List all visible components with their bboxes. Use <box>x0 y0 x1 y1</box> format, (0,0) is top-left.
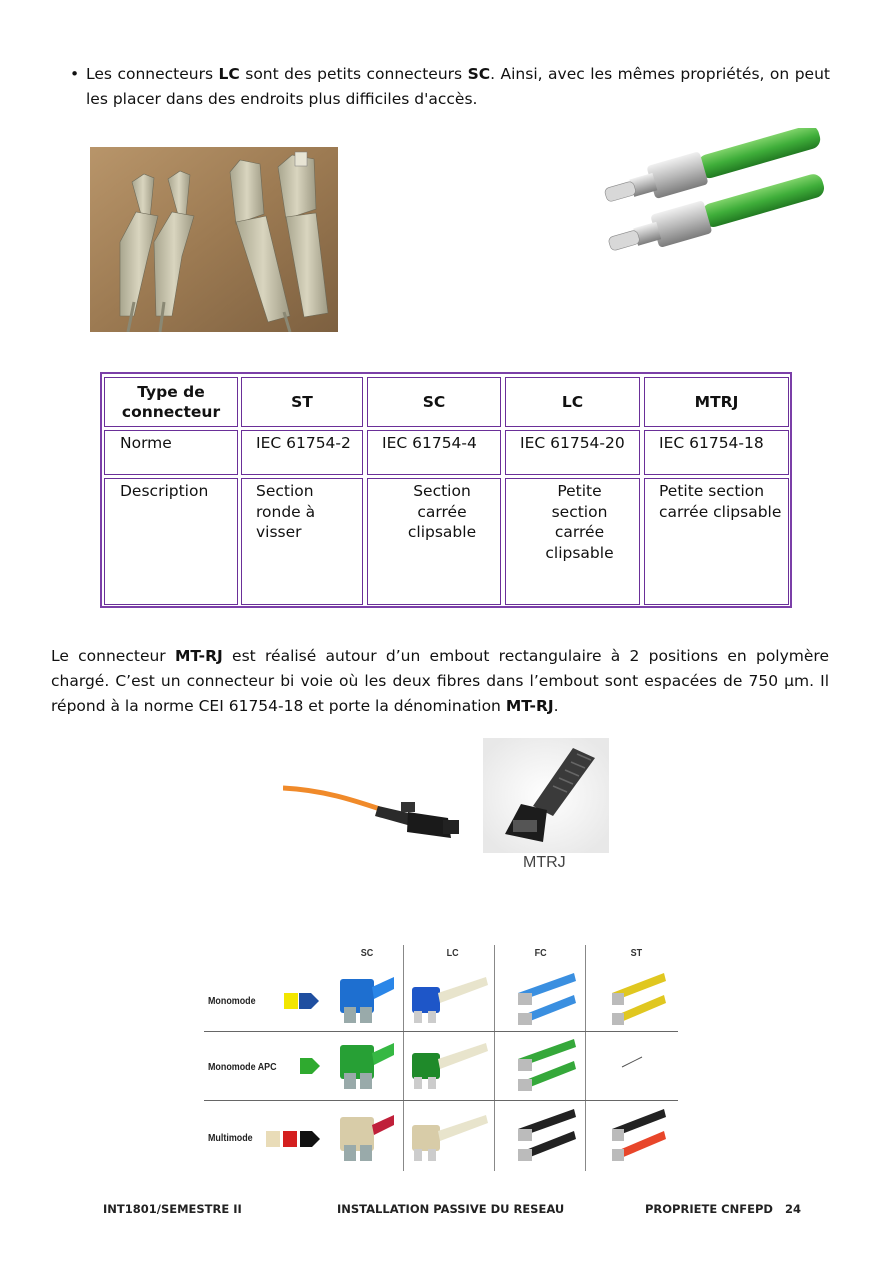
mtrj-connector-image <box>483 738 609 878</box>
grid-divider <box>403 945 404 1171</box>
sc-apc-connector <box>332 1039 398 1095</box>
grid-header-st: ST <box>630 948 643 959</box>
cell-description-label: Description <box>104 478 238 605</box>
sc-monomode-connector <box>332 973 398 1027</box>
monomode-color-key <box>284 990 324 1012</box>
lc-bullet-paragraph <box>70 62 830 112</box>
grid-header-lc: LC <box>446 948 459 959</box>
mtrj-cable-image <box>283 770 473 850</box>
footer-owner: PROPRIETE CNFEPD <box>645 1202 773 1216</box>
grid-row-divider <box>204 1031 678 1032</box>
cell-description-lc: Petite section carrée clipsable <box>505 478 640 605</box>
st-monomode-connector <box>608 971 668 1027</box>
header-st: ST <box>241 377 363 427</box>
cell-norme-label: Norme <box>104 430 238 475</box>
cell-norme-st: IEC 61754-2 <box>241 430 363 475</box>
grid-header-sc: SC <box>360 948 374 959</box>
mtrj-image-label: MTRJ <box>523 854 566 871</box>
cell-description-st: Section ronde à visser <box>241 478 363 605</box>
header-sc: SC <box>367 377 501 427</box>
grid-row-divider <box>204 1100 678 1101</box>
lc-sc-connectors-photo <box>90 147 338 332</box>
multimode-color-key <box>266 1128 324 1150</box>
header-mtrj: MTRJ <box>644 377 789 427</box>
header-type-connecteur: Type de connecteur <box>104 377 238 427</box>
bullet-symbol: • <box>70 65 80 83</box>
footer-course-title: INSTALLATION PASSIVE DU RESEAU <box>337 1202 565 1216</box>
cell-norme-mtrj: IEC 61754-18 <box>644 430 789 475</box>
lc-bullet-text: Les connecteurs LC sont des petits connecteurs SC. Ainsi, avec les mêmes propriétés, on peut les placer dans des endroits plus difficiles d'accès. <box>86 65 830 108</box>
grid-divider <box>494 945 495 1171</box>
fc-apc-connector <box>514 1037 578 1095</box>
cell-norme-lc: IEC 61754-20 <box>505 430 640 475</box>
monomode-apc-color-key <box>300 1055 324 1077</box>
mtrj-connector-drawing <box>483 738 609 853</box>
fc-monomode-connector <box>514 971 578 1027</box>
st-multimode-connector <box>608 1107 668 1165</box>
lc-multimode-connector <box>408 1109 492 1165</box>
fc-multimode-connector <box>514 1107 578 1165</box>
sc-multimode-connector <box>332 1109 398 1165</box>
cell-description-mtrj: Petite section carrée clipsable <box>644 478 789 605</box>
lc-apc-connector <box>408 1039 492 1095</box>
grid-row-multimode: Multimode <box>208 1132 253 1144</box>
st-apc-not-available <box>618 1053 648 1073</box>
grid-row-monomode-apc: Monomode APC <box>208 1061 277 1073</box>
cell-norme-sc: IEC 61754-4 <box>367 430 501 475</box>
grid-row-monomode: Monomode <box>208 995 256 1007</box>
lc-monomode-connector <box>408 973 492 1027</box>
grid-header-fc: FC <box>534 948 547 959</box>
footer-course-code: INT1801/SEMESTRE II <box>103 1202 242 1216</box>
header-lc: LC <box>505 377 640 427</box>
mtrj-paragraph: Le connecteur MT-RJ est réalisé autour d’un embout rectangulaire à 2 positions en polymère chargé. C’est un connecteur bi voie où les deux fibres dans l’embout sont espacées de 750 µm. Il répond à la norme CEI 61754-18 et porte la dénomination MT-RJ. <box>51 647 829 715</box>
page-number: 24 <box>785 1202 802 1216</box>
connector-table <box>100 372 792 608</box>
cell-description-sc: Section carrée clipsable <box>367 478 501 605</box>
fc-connectors-photo <box>600 128 832 278</box>
connector-type-grid <box>204 943 678 1175</box>
grid-divider <box>585 945 586 1171</box>
